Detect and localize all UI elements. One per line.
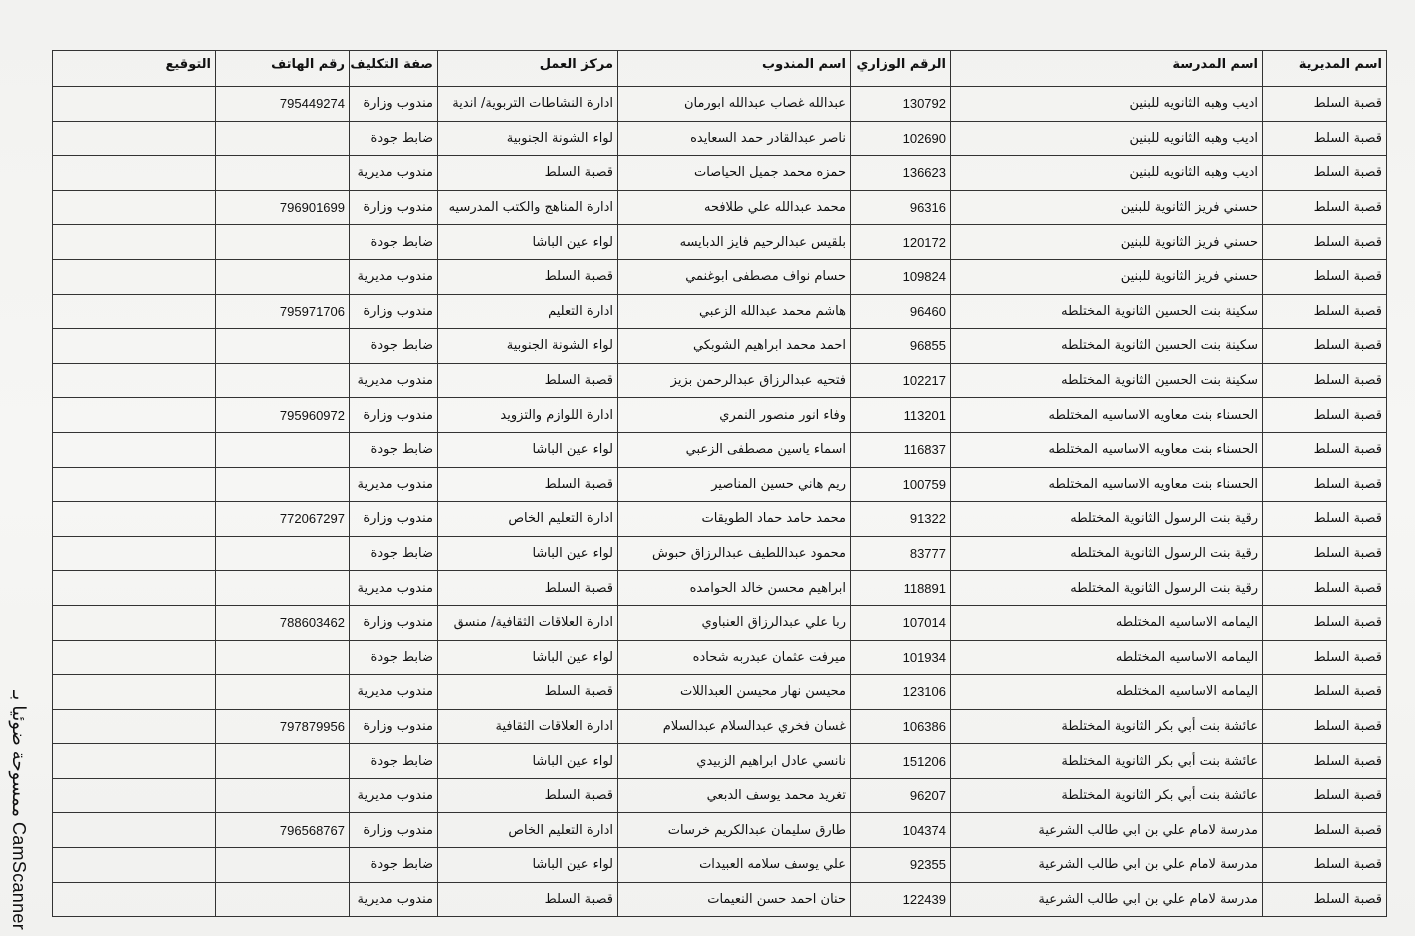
cell-school: الحسناء بنت معاويه الاساسيه المختلطه bbox=[951, 398, 1263, 433]
cell-signature bbox=[53, 363, 216, 398]
table-row bbox=[53, 640, 1387, 675]
cell-role: مندوب وزارة bbox=[350, 294, 438, 329]
cell-role: مندوب وزارة bbox=[350, 605, 438, 640]
cell-work-center: قصبة السلط bbox=[438, 259, 618, 294]
watermark-text: ممسوحة ضوئيا بـ CamScanner bbox=[9, 690, 29, 931]
cell-ministry-number: 91322 bbox=[851, 502, 951, 537]
cell-role: ضابط جودة bbox=[350, 848, 438, 883]
cell-role: ضابط جودة bbox=[350, 744, 438, 779]
cell-work-center: ادارة النشاطات التربوية/ اندية bbox=[438, 87, 618, 122]
cell-phone bbox=[216, 640, 350, 675]
table-row bbox=[53, 190, 1387, 225]
delegates-table bbox=[52, 50, 1387, 917]
cell-school: عائشة بنت أبي بكر الثانوية المختلطة bbox=[951, 744, 1263, 779]
cell-role: ضابط جودة bbox=[350, 536, 438, 571]
cell-ministry-number: 118891 bbox=[851, 571, 951, 606]
cell-ministry-number: 101934 bbox=[851, 640, 951, 675]
cell-phone: 796568767 bbox=[216, 813, 350, 848]
cell-phone bbox=[216, 329, 350, 364]
cell-delegate: حنان احمد حسن النعيمات bbox=[618, 882, 851, 917]
cell-ministry-number: 151206 bbox=[851, 744, 951, 779]
table-row bbox=[53, 502, 1387, 537]
cell-work-center: لواء عين الباشا bbox=[438, 640, 618, 675]
cell-ministry-number: 100759 bbox=[851, 467, 951, 502]
cell-school: مدرسة لامام علي بن ابي طالب الشرعية bbox=[951, 848, 1263, 883]
cell-signature bbox=[53, 329, 216, 364]
cell-phone bbox=[216, 675, 350, 710]
cell-directorate: قصبة السلط bbox=[1263, 225, 1387, 260]
cell-delegate: ناصر عبدالقادر حمد السعايده bbox=[618, 121, 851, 156]
cell-signature bbox=[53, 259, 216, 294]
cell-school: سكينة بنت الحسين الثانوية المختلطه bbox=[951, 363, 1263, 398]
cell-signature bbox=[53, 121, 216, 156]
cell-role: مندوب وزارة bbox=[350, 87, 438, 122]
table-row bbox=[53, 778, 1387, 813]
cell-work-center: قصبة السلط bbox=[438, 467, 618, 502]
cell-ministry-number: 109824 bbox=[851, 259, 951, 294]
cell-directorate: قصبة السلط bbox=[1263, 571, 1387, 606]
cell-school: اديب وهبه الثانويه للبنين bbox=[951, 121, 1263, 156]
cell-signature bbox=[53, 398, 216, 433]
cell-directorate: قصبة السلط bbox=[1263, 294, 1387, 329]
cell-school: رقية بنت الرسول الثانوية المختلطه bbox=[951, 571, 1263, 606]
cell-ministry-number: 107014 bbox=[851, 605, 951, 640]
cell-signature bbox=[53, 87, 216, 122]
cell-school: اليمامه الاساسيه المختلطه bbox=[951, 640, 1263, 675]
cell-directorate: قصبة السلط bbox=[1263, 190, 1387, 225]
cell-delegate: علي يوسف سلامه العبيدات bbox=[618, 848, 851, 883]
cell-work-center: لواء عين الباشا bbox=[438, 536, 618, 571]
cell-directorate: قصبة السلط bbox=[1263, 709, 1387, 744]
header-school: اسم المدرسة bbox=[951, 51, 1263, 87]
cell-school: الحسناء بنت معاويه الاساسيه المختلطه bbox=[951, 467, 1263, 502]
header-ministry-number: الرقم الوزاري bbox=[851, 51, 951, 87]
cell-role: ضابط جودة bbox=[350, 121, 438, 156]
header-delegate: اسم المندوب bbox=[618, 51, 851, 87]
cell-directorate: قصبة السلط bbox=[1263, 778, 1387, 813]
table-row bbox=[53, 882, 1387, 917]
cell-work-center: قصبة السلط bbox=[438, 363, 618, 398]
table-body bbox=[53, 87, 1387, 917]
cell-work-center: ادارة التعليم الخاص bbox=[438, 502, 618, 537]
cell-delegate: احمد محمد ابراهيم الشوبكي bbox=[618, 329, 851, 364]
cell-role: مندوب وزارة bbox=[350, 709, 438, 744]
table-row bbox=[53, 259, 1387, 294]
cell-work-center: لواء عين الباشا bbox=[438, 848, 618, 883]
cell-work-center: قصبة السلط bbox=[438, 882, 618, 917]
cell-role: مندوب مديرية bbox=[350, 882, 438, 917]
cell-signature bbox=[53, 744, 216, 779]
cell-directorate: قصبة السلط bbox=[1263, 640, 1387, 675]
cell-school: مدرسة لامام علي بن ابي طالب الشرعية bbox=[951, 882, 1263, 917]
cell-ministry-number: 106386 bbox=[851, 709, 951, 744]
cell-signature bbox=[53, 675, 216, 710]
cell-phone: 772067297 bbox=[216, 502, 350, 537]
cell-phone bbox=[216, 121, 350, 156]
cell-delegate: فتحيه عبدالرزاق عبدالرحمن بزيز bbox=[618, 363, 851, 398]
cell-delegate: محمد عبدالله علي طلافحه bbox=[618, 190, 851, 225]
cell-role: مندوب وزارة bbox=[350, 398, 438, 433]
cell-work-center: ادارة التعليم الخاص bbox=[438, 813, 618, 848]
cell-directorate: قصبة السلط bbox=[1263, 848, 1387, 883]
cell-role: مندوب مديرية bbox=[350, 571, 438, 606]
cell-phone bbox=[216, 536, 350, 571]
cell-signature bbox=[53, 778, 216, 813]
cell-school: اليمامه الاساسيه المختلطه bbox=[951, 675, 1263, 710]
cell-work-center: قصبة السلط bbox=[438, 156, 618, 191]
cell-phone: 788603462 bbox=[216, 605, 350, 640]
cell-ministry-number: 113201 bbox=[851, 398, 951, 433]
cell-delegate: ابراهيم محسن خالد الحوامده bbox=[618, 571, 851, 606]
table-row bbox=[53, 156, 1387, 191]
cell-ministry-number: 96855 bbox=[851, 329, 951, 364]
cell-directorate: قصبة السلط bbox=[1263, 744, 1387, 779]
cell-school: اديب وهبه الثانويه للبنين bbox=[951, 156, 1263, 191]
cell-work-center: لواء عين الباشا bbox=[438, 225, 618, 260]
cell-school: حسني فريز الثانوية للبنين bbox=[951, 225, 1263, 260]
cell-directorate: قصبة السلط bbox=[1263, 882, 1387, 917]
cell-ministry-number: 96460 bbox=[851, 294, 951, 329]
cell-directorate: قصبة السلط bbox=[1263, 121, 1387, 156]
cell-delegate: اسماء ياسين مصطفى الزعبي bbox=[618, 432, 851, 467]
cell-directorate: قصبة السلط bbox=[1263, 502, 1387, 537]
cell-ministry-number: 130792 bbox=[851, 87, 951, 122]
table-row bbox=[53, 709, 1387, 744]
cell-school: اليمامه الاساسيه المختلطه bbox=[951, 605, 1263, 640]
table-row bbox=[53, 813, 1387, 848]
cell-role: مندوب مديرية bbox=[350, 363, 438, 398]
cell-ministry-number: 136623 bbox=[851, 156, 951, 191]
cell-school: عائشة بنت أبي بكر الثانوية المختلطة bbox=[951, 778, 1263, 813]
cell-signature bbox=[53, 640, 216, 675]
table-row bbox=[53, 848, 1387, 883]
table-row bbox=[53, 536, 1387, 571]
cell-signature bbox=[53, 432, 216, 467]
cell-role: ضابط جودة bbox=[350, 432, 438, 467]
cell-signature bbox=[53, 502, 216, 537]
cell-work-center: لواء الشونة الجنوبية bbox=[438, 329, 618, 364]
cell-role: مندوب مديرية bbox=[350, 259, 438, 294]
header-work-center: مركز العمل bbox=[438, 51, 618, 87]
cell-delegate: محمد حامد حماد الطويقات bbox=[618, 502, 851, 537]
table-row bbox=[53, 605, 1387, 640]
cell-directorate: قصبة السلط bbox=[1263, 467, 1387, 502]
cell-delegate: ربا علي عبدالرزاق العنباوي bbox=[618, 605, 851, 640]
header-row bbox=[53, 51, 1387, 87]
cell-work-center: قصبة السلط bbox=[438, 675, 618, 710]
cell-directorate: قصبة السلط bbox=[1263, 398, 1387, 433]
cell-ministry-number: 122439 bbox=[851, 882, 951, 917]
header-directorate: اسم المديرية bbox=[1263, 51, 1387, 87]
cell-role: ضابط جودة bbox=[350, 329, 438, 364]
cell-signature bbox=[53, 536, 216, 571]
cell-delegate: طارق سليمان عبدالكريم خرسات bbox=[618, 813, 851, 848]
cell-signature bbox=[53, 225, 216, 260]
cell-work-center: ادارة العلاقات الثقافية/ منسق bbox=[438, 605, 618, 640]
cell-phone bbox=[216, 156, 350, 191]
cell-work-center: لواء عين الباشا bbox=[438, 744, 618, 779]
cell-delegate: محمود عبداللطيف عبدالرزاق حبوش bbox=[618, 536, 851, 571]
cell-role: مندوب وزارة bbox=[350, 813, 438, 848]
cell-signature bbox=[53, 848, 216, 883]
cell-work-center: قصبة السلط bbox=[438, 571, 618, 606]
cell-delegate: بلقيس عبدالرحيم فايز الدبايسه bbox=[618, 225, 851, 260]
cell-school: سكينة بنت الحسين الثانوية المختلطه bbox=[951, 294, 1263, 329]
cell-school: اديب وهبه الثانويه للبنين bbox=[951, 87, 1263, 122]
table-row bbox=[53, 87, 1387, 122]
cell-phone: 795971706 bbox=[216, 294, 350, 329]
cell-work-center: ادارة العلاقات الثقافية bbox=[438, 709, 618, 744]
cell-phone bbox=[216, 848, 350, 883]
cell-directorate: قصبة السلط bbox=[1263, 329, 1387, 364]
cell-signature bbox=[53, 156, 216, 191]
cell-phone bbox=[216, 363, 350, 398]
cell-delegate: غسان فخري عبدالسلام عبدالسلام bbox=[618, 709, 851, 744]
cell-directorate: قصبة السلط bbox=[1263, 536, 1387, 571]
cell-ministry-number: 123106 bbox=[851, 675, 951, 710]
cell-signature bbox=[53, 882, 216, 917]
cell-work-center: لواء عين الباشا bbox=[438, 432, 618, 467]
cell-phone bbox=[216, 432, 350, 467]
table-row bbox=[53, 398, 1387, 433]
camscanner-watermark bbox=[0, 690, 40, 936]
cell-ministry-number: 96207 bbox=[851, 778, 951, 813]
cell-school: رقية بنت الرسول الثانوية المختلطه bbox=[951, 502, 1263, 537]
table-row bbox=[53, 225, 1387, 260]
cell-delegate: حمزه محمد جميل الحياصات bbox=[618, 156, 851, 191]
cell-directorate: قصبة السلط bbox=[1263, 363, 1387, 398]
cell-directorate: قصبة السلط bbox=[1263, 156, 1387, 191]
cell-school: سكينة بنت الحسين الثانوية المختلطه bbox=[951, 329, 1263, 364]
cell-directorate: قصبة السلط bbox=[1263, 432, 1387, 467]
cell-signature bbox=[53, 190, 216, 225]
cell-work-center: ادارة المناهج والكتب المدرسيه bbox=[438, 190, 618, 225]
table-row bbox=[53, 329, 1387, 364]
cell-ministry-number: 102690 bbox=[851, 121, 951, 156]
cell-work-center: قصبة السلط bbox=[438, 778, 618, 813]
cell-school: مدرسة لامام علي بن ابي طالب الشرعية bbox=[951, 813, 1263, 848]
cell-school: عائشة بنت أبي بكر الثانوية المختلطة bbox=[951, 709, 1263, 744]
cell-ministry-number: 116837 bbox=[851, 432, 951, 467]
cell-work-center: ادارة اللوازم والتزويد bbox=[438, 398, 618, 433]
cell-role: ضابط جودة bbox=[350, 640, 438, 675]
cell-delegate: هاشم محمد عبدالله الزعبي bbox=[618, 294, 851, 329]
cell-phone bbox=[216, 467, 350, 502]
cell-phone bbox=[216, 744, 350, 779]
cell-ministry-number: 92355 bbox=[851, 848, 951, 883]
cell-directorate: قصبة السلط bbox=[1263, 259, 1387, 294]
table-row bbox=[53, 675, 1387, 710]
cell-directorate: قصبة السلط bbox=[1263, 813, 1387, 848]
cell-phone bbox=[216, 571, 350, 606]
cell-ministry-number: 96316 bbox=[851, 190, 951, 225]
cell-school: حسني فريز الثانوية للبنين bbox=[951, 259, 1263, 294]
cell-school: حسني فريز الثانوية للبنين bbox=[951, 190, 1263, 225]
header-phone: رقم الهاتف bbox=[216, 51, 350, 87]
cell-ministry-number: 102217 bbox=[851, 363, 951, 398]
cell-work-center: ادارة التعليم bbox=[438, 294, 618, 329]
cell-delegate: ريم هاني حسين المناصير bbox=[618, 467, 851, 502]
cell-role: مندوب وزارة bbox=[350, 190, 438, 225]
cell-delegate: وفاء انور منصور النمري bbox=[618, 398, 851, 433]
header-signature: التوقيع bbox=[53, 51, 216, 87]
cell-school: الحسناء بنت معاويه الاساسيه المختلطه bbox=[951, 432, 1263, 467]
cell-ministry-number: 120172 bbox=[851, 225, 951, 260]
cell-phone: 795960972 bbox=[216, 398, 350, 433]
cell-work-center: لواء الشونة الجنوبية bbox=[438, 121, 618, 156]
table-row bbox=[53, 744, 1387, 779]
header-role: صفة التكليف bbox=[350, 51, 438, 87]
cell-directorate: قصبة السلط bbox=[1263, 605, 1387, 640]
cell-delegate: نانسي عادل ابراهيم الزبيدي bbox=[618, 744, 851, 779]
table-row bbox=[53, 121, 1387, 156]
cell-phone bbox=[216, 882, 350, 917]
cell-delegate: حسام نواف مصطفى ابوغنمي bbox=[618, 259, 851, 294]
cell-signature bbox=[53, 709, 216, 744]
table-row bbox=[53, 363, 1387, 398]
cell-signature bbox=[53, 571, 216, 606]
cell-signature bbox=[53, 467, 216, 502]
table-row bbox=[53, 571, 1387, 606]
cell-role: ضابط جودة bbox=[350, 225, 438, 260]
cell-role: مندوب مديرية bbox=[350, 778, 438, 813]
cell-delegate: تغريد محمد يوسف الدبعي bbox=[618, 778, 851, 813]
cell-phone bbox=[216, 259, 350, 294]
cell-directorate: قصبة السلط bbox=[1263, 87, 1387, 122]
cell-delegate: ميرفت عثمان عبدربه شحاده bbox=[618, 640, 851, 675]
cell-ministry-number: 104374 bbox=[851, 813, 951, 848]
table-row bbox=[53, 467, 1387, 502]
cell-role: مندوب مديرية bbox=[350, 156, 438, 191]
cell-delegate: محيسن نهار محيسن العبداللات bbox=[618, 675, 851, 710]
cell-role: مندوب مديرية bbox=[350, 467, 438, 502]
cell-phone bbox=[216, 778, 350, 813]
cell-phone bbox=[216, 225, 350, 260]
cell-signature bbox=[53, 294, 216, 329]
cell-role: مندوب وزارة bbox=[350, 502, 438, 537]
cell-phone: 795449274 bbox=[216, 87, 350, 122]
cell-delegate: عبدالله غصاب عبدالله ابورمان bbox=[618, 87, 851, 122]
cell-signature bbox=[53, 605, 216, 640]
cell-role: مندوب مديرية bbox=[350, 675, 438, 710]
cell-ministry-number: 83777 bbox=[851, 536, 951, 571]
cell-phone: 796901699 bbox=[216, 190, 350, 225]
cell-school: رقية بنت الرسول الثانوية المختلطه bbox=[951, 536, 1263, 571]
table-row bbox=[53, 294, 1387, 329]
cell-phone: 797879956 bbox=[216, 709, 350, 744]
cell-signature bbox=[53, 813, 216, 848]
cell-directorate: قصبة السلط bbox=[1263, 675, 1387, 710]
table-row bbox=[53, 432, 1387, 467]
